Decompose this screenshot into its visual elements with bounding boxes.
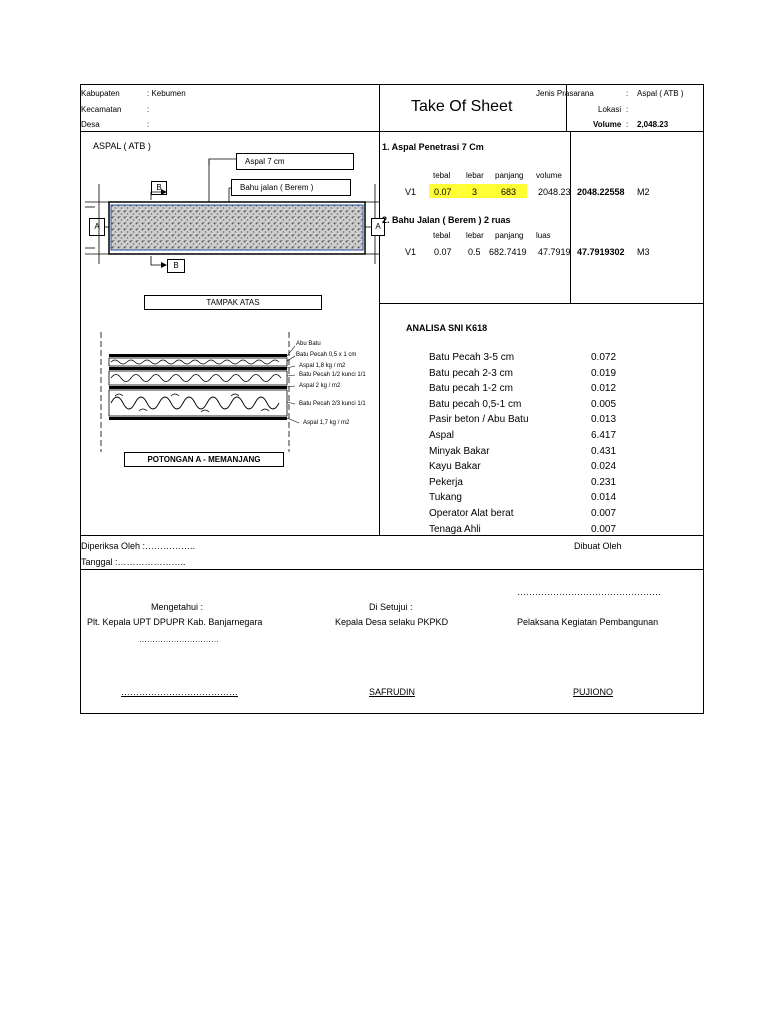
pelaksana-role: Pelaksana Kegiatan Pembangunan [517,617,659,627]
analysis-item-value: 0.231 [591,477,617,488]
analysis-item-name: Pekerja [429,477,463,488]
item2-luas: 47.7919 [538,247,571,257]
take-off-sheet [80,84,704,714]
item1-total: 2048.22558 [577,187,625,197]
item2-panjang: 682.7419 [489,247,527,257]
item2-header-luas: luas [536,231,551,240]
analysis-item-value: 0.005 [591,399,617,410]
field-jenis-sep: : [626,89,629,98]
mengetahui-role: Plt. Kepala UPT DPUPR Kab. Banjarnegara [87,617,263,627]
analysis-item-name: Tukang [429,492,462,503]
page-title: Take Of Sheet [411,98,513,115]
item1-header-lebar: lebar [466,171,484,180]
analysis-item-name: Batu pecah 2-3 cm [429,368,513,379]
analysis-item-name: Batu Pecah 3-5 cm [429,352,515,363]
drawing-title: ASPAL ( ATB ) [93,141,151,151]
analysis-item-value: 0.024 [591,461,617,472]
analysis-item-value: 0.007 [591,508,617,519]
layer-label-1: Abu Batu [296,341,321,347]
layer-label-2: Batu Pecah 0,5 x 1 cm [296,352,357,358]
item1-row-label: V1 [405,187,417,197]
item1-volume: 2048.23 [538,187,571,197]
analysis-item-name: Kayu Bakar [429,461,481,472]
analysis-item-name: Batu pecah 0,5-1 cm [429,399,522,410]
item2-header-tebal: tebal [433,231,451,240]
section-caption: POTONGAN A - MEMANJANG [124,452,284,467]
field-jenis-label: Jenis Prasarana [536,89,594,98]
layer-label-5: Aspal 2 kg / m2 [299,383,341,389]
analysis-item-name: Aspal [429,430,455,441]
item2-tebal: 0.07 [434,247,452,257]
item1-header-volume: volume [536,171,562,180]
item1-title: 1. Aspal Penetrasi 7 Cm [382,142,484,152]
item2-total: 47.7919302 [577,247,625,257]
item2-row-label: V1 [405,247,417,257]
analysis-item-name: Tenaga Ahli [429,524,481,535]
analysis-item-value: 0.014 [591,492,617,503]
item2-header-panjang: panjang [495,231,524,240]
disetujui-label: Di Setujui : [369,602,413,612]
mengetahui-label: Mengetahui : [151,602,204,612]
field-kecamatan-label: Kecamatan [81,105,122,114]
field-lokasi-label: Lokasi [598,105,622,114]
signature-safrudin: SAFRUDIN [369,687,416,697]
layer-label-6: Batu Pecah 2/3 kunci 1/1 [299,401,366,407]
marker-a-left: A [89,218,105,236]
column-divider-left [379,85,380,535]
item1-lebar: 3 [472,187,478,197]
field-volume-sep: : [626,120,629,129]
analysis-item-name: Minyak Bakar [429,446,490,457]
layer-label-4: Batu Pecah 1/2 kunci 1/1 [299,372,366,378]
analysis-item-value: 6.417 [591,430,617,441]
item2-lebar: 0.5 [468,247,481,257]
analysis-item-value: 0.019 [591,368,617,379]
field-kecamatan-value: : [147,105,150,114]
analysis-item-value: 0.431 [591,446,617,457]
marker-b-bottom: B [167,259,185,273]
footer-divider-top [81,535,703,536]
analysis-item-value: 0.072 [591,352,617,363]
field-desa-value: : [147,120,150,129]
item1-unit: M2 [637,187,650,197]
callout-bahu-text: Bahu jalan ( Berem ) [240,183,314,192]
footer-divider-mid [81,569,703,570]
analysis-title: ANALISA SNI K618 [406,323,488,333]
field-lokasi-sep: : [626,105,629,114]
item2-unit: M3 [637,247,650,257]
field-volume-label: Volume [593,120,622,129]
field-jenis-value: Aspal ( ATB ) [637,89,684,98]
signature-pujiono: PUJIONO [573,687,614,697]
layer-label-7: Aspal 1,7 kg / m2 [303,420,350,426]
road-plan-drawing [81,132,379,532]
calc-bottom-divider [379,303,703,304]
analysis-item-name: Pasir beton / Abu Batu [429,414,529,425]
signature-left: ………………………………… [121,687,238,697]
field-kabupaten-value: : Kebumen [147,89,186,98]
plan-caption: TAMPAK ATAS [144,295,322,310]
analysis-item-name: Operator Alat berat [429,508,514,519]
analysis-item-name: Batu pecah 1-2 cm [429,383,513,394]
marker-a-right: A [371,218,385,236]
mengetahui-dots: ………………………… [139,635,219,644]
column-divider-right [570,131,571,303]
dots-right: ………………………………………… [517,587,661,597]
field-desa-label: Desa [81,120,100,129]
item1-tebal: 0.07 [434,187,452,197]
disetujui-role: Kepala Desa selaku PKPKD [335,617,449,627]
marker-b-top: B [151,181,167,195]
field-volume-value: 2,048.23 [637,120,669,129]
item1-panjang: 683 [501,187,517,197]
layer-label-3: Aspal 1,8 kg / m2 [299,363,346,369]
item2-header-lebar: lebar [466,231,484,240]
field-kabupaten-label: Kabupaten [81,89,120,98]
item1-header-panjang: panjang [495,171,524,180]
dibuat-oleh: Dibuat Oleh [574,541,622,551]
analysis-item-value: 0.012 [591,383,617,394]
callout-aspal-text: Aspal 7 cm [245,157,285,166]
tanggal: Tanggal :………………….. [81,557,186,567]
analysis-item-value: 0.007 [591,524,617,535]
diperiksa-oleh: Diperiksa Oleh :…………….. [81,541,196,551]
item1-header-tebal: tebal [433,171,451,180]
item2-title: 2. Bahu Jalan ( Berem ) 2 ruas [382,215,511,225]
analysis-item-value: 0.013 [591,414,617,425]
